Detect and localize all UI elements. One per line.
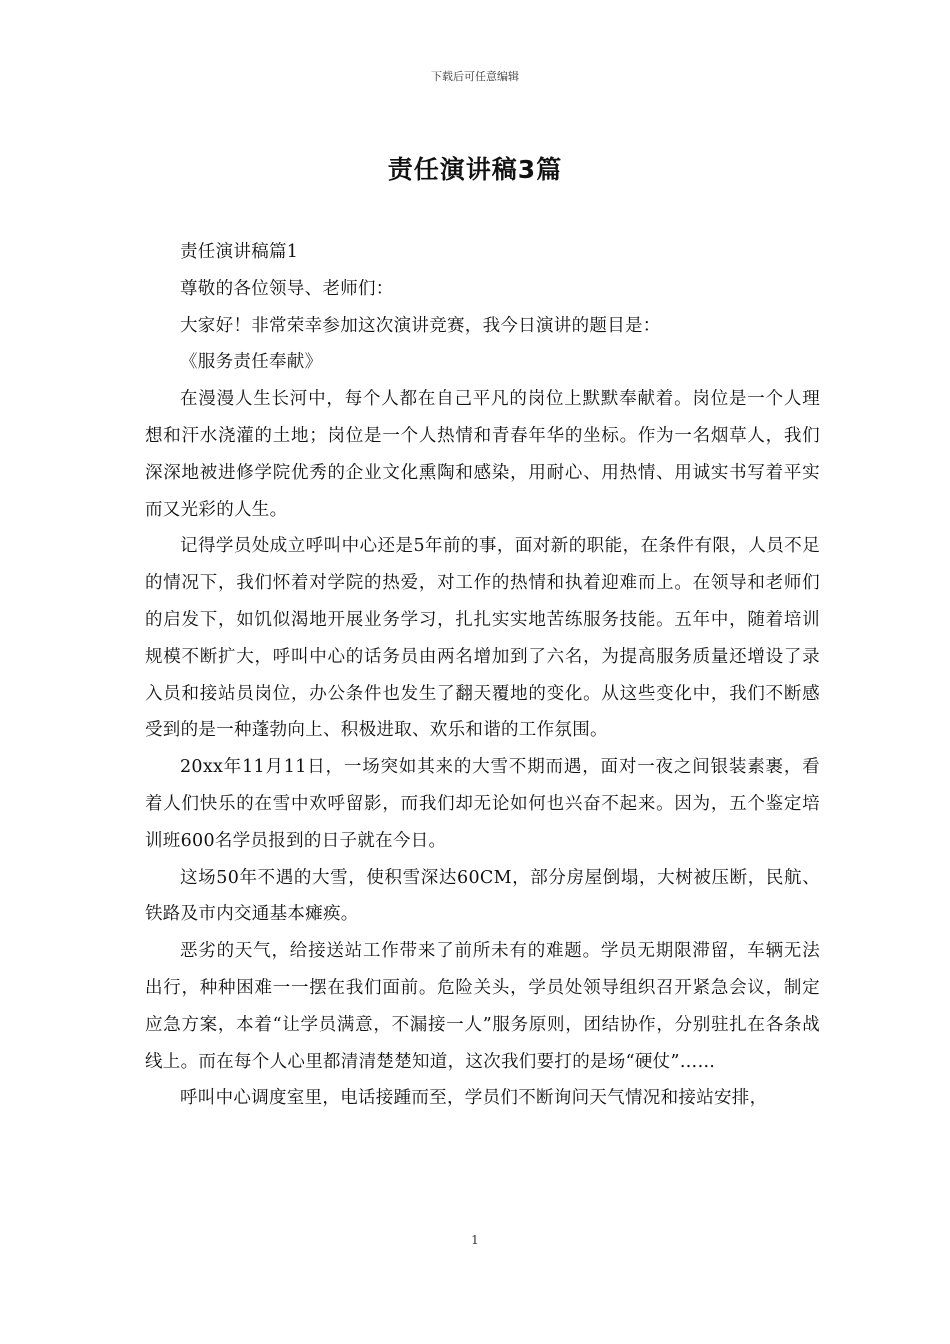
page-number: 1: [471, 1233, 479, 1247]
body-paragraph: 20xx年11月11日，一场突如其来的大雪不期而遇，面对一夜之间银装素裹，看着人们快乐的在雪中欢呼留影，而我们却无论如何也兴奋不起来。因为，五个鉴定培训班600名学员报到的日子就在今日。: [145, 757, 820, 851]
greeting-paragraph: 大家好！非常荣幸参加这次演讲竞赛，我今日演讲的题目是：: [180, 315, 661, 336]
salutation: 尊敬的各位领导、老师们：: [180, 278, 394, 299]
header-note: 下载后可任意编辑: [431, 70, 519, 83]
section-heading: 责任演讲稿篇1: [180, 242, 299, 262]
body-paragraph: 记得学员处成立呼叫中心还是5年前的事，面对新的职能，在条件有限，人员不足的情况下，我们怀着对学院的热爱，对工作的热情和执着迎难而上。在领导和老师们的启发下，如饥似渴地开展业务学习，扎扎实实地苦练服务技能。五年中，随着培训规模不断扩大，呼叫中心的话务员由两名增加到了六名，为提高服务质量还增设了录入员和接站员岗位，办公条件也发生了翻天覆地的变化。从这些变化中，我们不断感受到的是一种蓬勃向上、积极进取、欢乐和谐的工作氛围。: [145, 536, 820, 741]
speech-topic: 《服务责任奉献》: [180, 352, 323, 373]
body-paragraph: 在漫漫人生长河中，每个人都在自己平凡的岗位上默默奉献着。岗位是一个人理想和汗水浇灌的土地；岗位是一个人热情和青春年华的坐标。作为一名烟草人，我们深深地被进修学院优秀的企业文化熏陶和感染，用耐心、用热情、用诚实书写着平实而又光彩的人生。: [145, 389, 820, 520]
body-paragraph: 这场50年不遇的大雪，使积雪深达60CM，部分房屋倒塌，大树被压断，民航、铁路及市内交通基本瘫痪。: [145, 867, 820, 925]
body-paragraph: 呼叫中心调度室里，电话接踵而至，学员们不断询问天气情况和接站安排，: [180, 1088, 768, 1109]
document-body: [145, 234, 820, 1117]
body-paragraph: 恶劣的天气，给接送站工作带来了前所未有的难题。学员无期限滞留，车辆无法出行，种种困难一一摆在我们面前。危险关头，学员处领导组织召开紧急会议，制定应急方案，本着“让学员满意，不漏接一人”服务原则，团结协作，分别驻扎在各条战线上。而在每个人心里都清清楚楚知道，这次我们要打的是场“硬仗”……: [145, 941, 820, 1072]
document-title: 责任演讲稿3篇: [387, 155, 563, 184]
